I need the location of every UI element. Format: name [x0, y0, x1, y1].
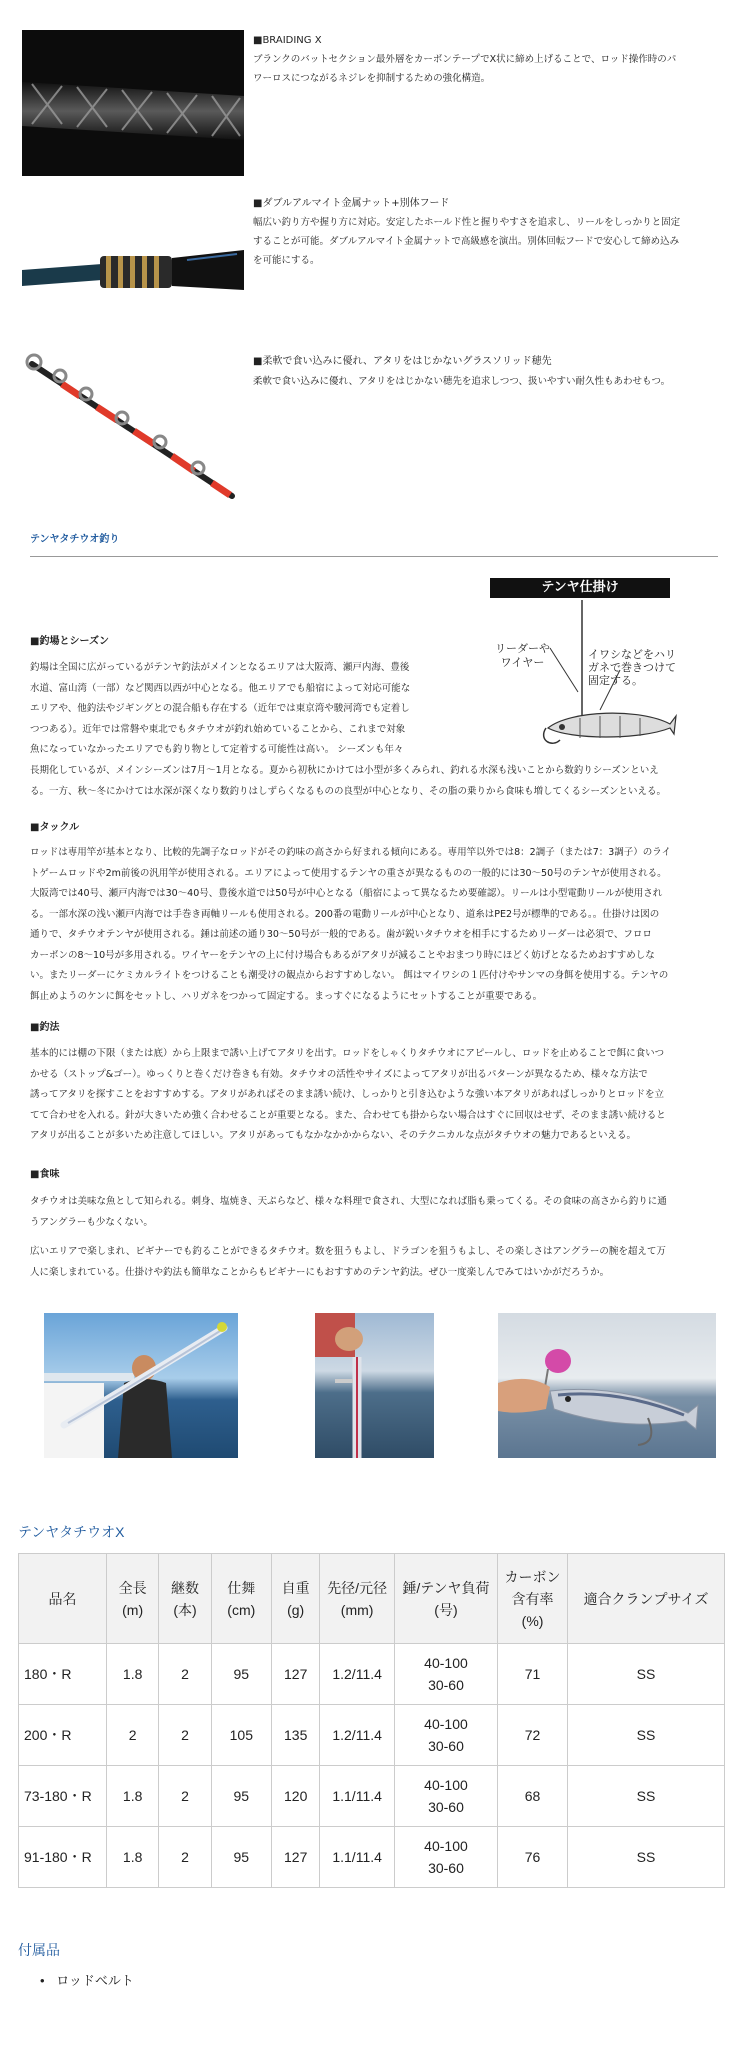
- header-pieces: 継数 (本): [159, 1554, 211, 1644]
- feature-body-braiding: ブランクのバットセクション最外層をカーボンテープでX状に締め上げることで、ロッド操作時のパ ワーロスにつながるネジレを抑制するための強化構造。: [253, 54, 677, 84]
- method-heading: ■釣法: [30, 1022, 60, 1033]
- table-row: 73-180・R 1.8 2 95 120 1.1/11.4 40-100 30-60 68 SS: [19, 1766, 725, 1827]
- accessory-title: 付属品: [18, 1942, 60, 1958]
- header-length: 全長 (m): [106, 1554, 158, 1644]
- section-title: テンヤタチウオ釣り: [30, 534, 120, 545]
- tackle-heading: ■タックル: [30, 822, 80, 833]
- braiding-x-photo: [22, 30, 244, 176]
- food-text: タチウオは美味な魚として知られる。刺身、塩焼き、天ぷらなど、様々な料理で食され、大型になれば脂も乗ってくる。その食味の高さから釣りに通 うアングラーも少なくない。: [30, 1196, 667, 1228]
- rig-bait-label: イワシなどをハリ ガネで巻きつけて 固定する。: [588, 648, 676, 687]
- glass-solid-tip-photo: [22, 350, 244, 505]
- spec-title: テンヤタチウオX: [18, 1524, 125, 1540]
- rig-label-banner: テンヤ仕掛け: [490, 578, 670, 598]
- tenya-rig-diagram: [490, 578, 718, 750]
- table-row: 91-180・R 1.8 2 95 127 1.1/11.4 40-100 30-60 76 SS: [19, 1827, 725, 1888]
- spec-table: [18, 1553, 725, 1888]
- table-row: 200・R 2 2 105 135 1.2/11.4 40-100 30-60 72 SS: [19, 1705, 725, 1766]
- spec-header-row: [19, 1554, 725, 1644]
- metal-nut-reel-seat-photo: [22, 220, 244, 304]
- bullet-icon: •: [40, 1973, 45, 1988]
- feature-body-reel-seat: 幅広い釣り方や握り方に対応。安定したホールド性と握りやすさを追求し、リールをしっかりと固定 することが可能。ダブルアルマイト金属ナットで高級感を演出。別体回転フードで安心して締め込み を可能にする。: [253, 217, 681, 266]
- fish-on-hook-photo: [315, 1313, 434, 1458]
- season-heading: ■釣場とシーズン: [30, 636, 109, 647]
- feature-body-glass-tip: 柔軟で食い込みに優れ、アタリをはじかない穂先を追求しつつ、扱いやすい耐久性もあわせもつ。: [253, 376, 671, 387]
- season-text-long: 長期化しているが、メインシーズンは7月〜1月となる。夏から初秋にかけては小型が多くみられ、釣れる水深も浅いことから数釣りシーズンといえ る。一方、秋〜冬にかけては水深が深くなり数釣りはしずらくなるものの良型が中心となり、その脂の乗りから食味も増してくるシーズンといえる。: [30, 765, 667, 797]
- section-divider: [30, 556, 718, 557]
- header-name: 品名: [19, 1554, 107, 1644]
- closing-text: 広いエリアで楽しまれ、ビギナーでも釣ることができるタチウオ。数を狙うもよし、ドラゴンを狙うもよし、その楽しさはアングラーの腕を超えて万 人に楽しまれている。仕掛けや釣法も簡単なことからもビギナーにもおすすめのテンヤ釣法。ぜひ一度楽しんでみてはいかがだろうか。: [30, 1246, 666, 1278]
- table-row: 180・R 1.8 2 95 127 1.2/11.4 40-100 30-60 71 SS: [19, 1644, 725, 1705]
- header-carbon: カーボン 含有率 (%): [498, 1554, 568, 1644]
- header-clamp-size: 適合クランプサイズ: [568, 1554, 725, 1644]
- food-heading: ■食味: [30, 1169, 60, 1180]
- season-text-short: 釣場は全国に広がっているがテンヤ釣法がメインとなるエリアは大阪湾、瀬戸内海、豊後 水道、富山湾（一部）など関西以西が中心となる。他エリアでも船宿によって対応可能な エリアや、他釣法やジギングとの混合船も存在する（近年では東京湾や駿河湾でも定着し つつある）。近年では常磐や東北でもタチウオが釣れ始めていることから、これまで対象 魚になっていなかったエリアでも釣り物として定着する可能性は高い。 シーズンも年々: [30, 662, 411, 755]
- bait-tenya-photo: [498, 1313, 716, 1458]
- header-diameter: 先径/元径 (mm): [320, 1554, 394, 1644]
- header-load: 錘/テンヤ負荷 (号): [394, 1554, 497, 1644]
- tackle-text: ロッドは専用竿が基本となり、比較的先調子なロッドがその釣味の高さから好まれる傾向にある。専用竿以外では8：2調子（または7：3調子）のライ トゲームロッドや2m前後の汎用竿が使用される。エリアによって使用するテンヤの重さが異なるものの一般的には30〜50号のテンヤが使用される。 大阪湾では40号、瀬戸内海では30〜40号、豊後水道では50号が中心となる（船宿によって異なるため要確認）。リールは小型電動リールが使用され る。一部水深の浅い瀬戸内海では手巻き両軸リールも使用される。200番の電動リールが中心となり、道糸はPE2号が標準的である。。仕掛けは図の 通りで、タチウオテンヤが使用される。錘は前述の通り30〜50号が一般的である。歯が鋭いタチウオを相手にするためリーダーは必須で、フロロ カーボンの8〜10号が多用される。ワイヤーをテンヤの上に付け場合もあるがアタリが減ることやおまつり時にほどく妨げとなるためおすすめしな い。またリーダーにケミカルライトをつけることも潮受けの観点からおすすめしない。 餌はマイワシの１匹付けやサンマの身餌を使用する。テンヤの 餌止めようのケンに餌をセットし、ハリガネをつかって固定する。まっすぐになるようにセットすることが重要である。: [30, 847, 672, 1002]
- rig-leader-label: リーダーや ワイヤー: [495, 642, 550, 669]
- angler-with-fish-photo: [44, 1313, 238, 1458]
- feature-title-braiding: ■BRAIDING X: [253, 35, 322, 46]
- header-closed-length: 仕舞 (cm): [211, 1554, 271, 1644]
- feature-title-glass-tip: ■柔軟で食い込みに優れ、アタリをはじかないグラスソリッド穂先: [253, 356, 552, 367]
- header-weight: 自重 (g): [271, 1554, 319, 1644]
- method-text: 基本的には棚の下限（または底）から上限まで誘い上げてアタリを出す。ロッドをしゃくりタチウオにアピールし、ロッドを止めることで餌に食いつ かせる（ストップ&ゴー）。ゆっくりと巻くだけ巻きも有効。タチウオの活性やサイズによってアタリが出るパターンが異なるため、様々な方法で 誘ってアタリを探すことをおすすめする。アタリがあればそのまま誘い続け、しっかりと引き込むような強い本アタリがあればしっかりとロッドを立 てて合わせを入れる。針が大きいため強く合わせることが重要となる。また、合わせても掛からない場合はすぐに回収はせず、そのまま誘い続けると アタリが出ることが多いため注意してほしい。アタリがあってもなかなかかからない、そのテクニカルな点がタチウオの魅力であるといえる。: [30, 1048, 666, 1141]
- feature-title-reel-seat: ■ダブルアルマイト金属ナット+別体フード: [253, 198, 450, 209]
- list-item: • ロッドベルト: [40, 1973, 134, 1988]
- accessory-list: [40, 1970, 134, 1989]
